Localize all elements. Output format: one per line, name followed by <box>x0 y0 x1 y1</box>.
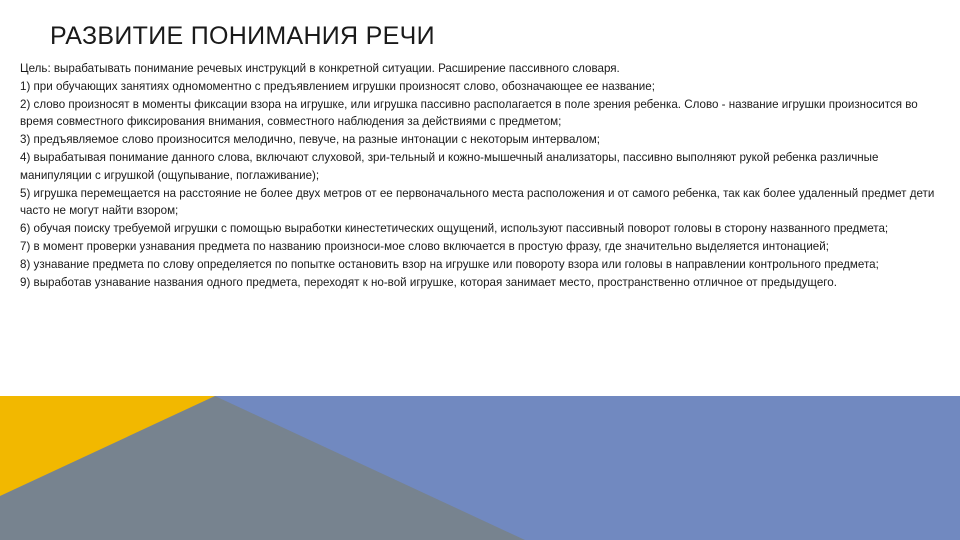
list-item: 1) при обучающих занятиях одномоментно с предъявлением игрушки произносят слово, обозначающее ее название; <box>20 79 655 93</box>
decorative-footer-shapes <box>0 396 960 540</box>
slide-title: РАЗВИТИЕ ПОНИМАНИЯ РЕЧИ <box>50 22 435 50</box>
list-item: 3) предъявляемое слово произносится мелодично, певуче, на разные интонации с некоторым интервалом; <box>20 133 600 147</box>
list-item: 9) выработав узнавание названия одного предмета, переходят к но-вой игрушке, которая занимает место, пространственно отличное от предыдущего. <box>20 275 837 289</box>
list-item: 7) в момент проверки узнавания предмета по названию произноси-мое слово включается в простую фразу, где значительно выделяется интонацией; <box>20 239 829 253</box>
list-item: 8) узнавание предмета по слову определяется по попытке остановить взор на игрушке или повороту взора или головы в направлении контрольного предмета; <box>20 257 879 271</box>
list-item: 6) обучая поиску требуемой игрушки с помощью выработки кинестетических ощущений, используют пассивный поворот головы в сторону названного предмета; <box>20 222 889 236</box>
list-item: 5) игрушка перемещается на расстояние не более двух метров от ее первоначального места расположения и от самого ребенка, так как более удаленный предмет дети часто не могут найти взором; <box>20 186 935 218</box>
list-item: 2) слово произносят в моменты фиксации взора на игрушке, или игрушка пассивно располагается в поле зрения ребенка. Слово - название игрушки произносится во время совместного фиксирования внимания, совместного наблюдения за действиями с предметом; <box>20 97 918 129</box>
slide-body-text <box>20 60 940 291</box>
list-item: 4) вырабатывая понимание данного слова, включают слуховой, зри-тельный и кожно-мышечный анализаторы, пассивно выполняют рукой ребенка различные манипуляции с игрушкой (ощупывание, поглаживание); <box>20 150 879 182</box>
goal-line: Цель: вырабатывать понимание речевых инструкций в конкретной ситуации. Расширение пассивного словаря. <box>20 62 620 75</box>
